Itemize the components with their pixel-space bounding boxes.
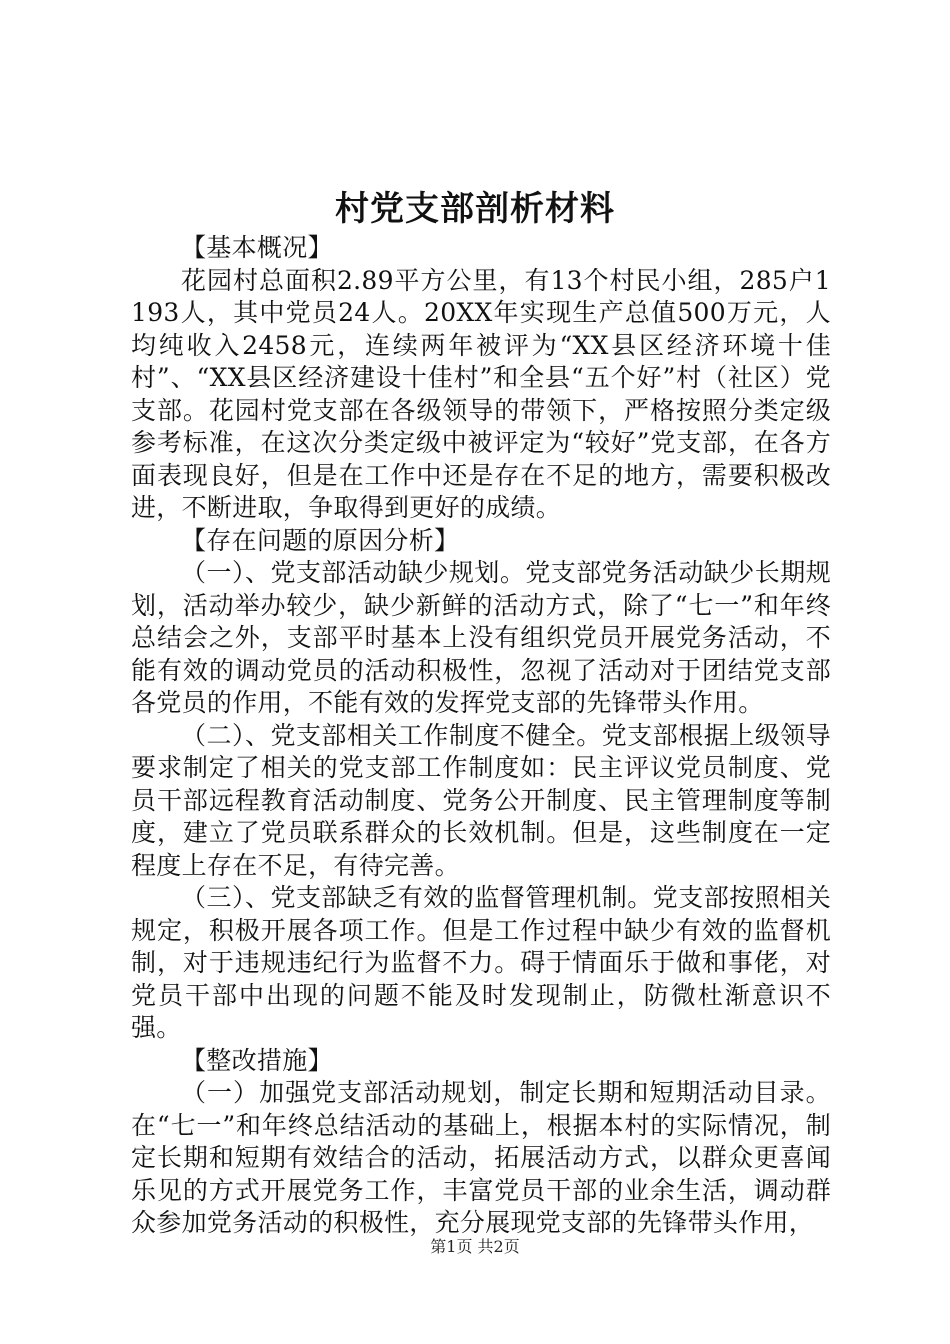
section-heading: 【存在问题的原因分析】: [181, 525, 460, 555]
paragraph: （二）、党支部相关工作制度不健全。党支部根据上级领导要求制定了相关的党支部工作制度如：民主评议党员制度、党员干部远程教育活动制度、党务公开制度、民主管理制度等制度，建立了党员联系群众的长效机制。但是，这些制度在一定程度上存在不足，有待完善。: [131, 720, 831, 880]
section-heading: 【整改措施】: [181, 1045, 333, 1075]
section-rectification-measures: [131, 1045, 831, 1240]
section-problem-analysis: [131, 525, 831, 1045]
paragraph: （一）加强党支部活动规划，制定长期和短期活动目录。在“七一”和年终总结活动的基础上，根据本村的实际情况，制定长期和短期有效结合的活动，拓展活动方式，以群众更喜闻乐见的方式开展党务工作，丰富党员干部的业余生活，调动群众参加党务活动的积极性，充分展现党支部的先锋带头作用，: [131, 1078, 831, 1237]
page-number-footer: 第1页 共2页: [430, 1237, 520, 1256]
paragraph: （一）、党支部活动缺少规划。党支部党务活动缺少长期规划，活动举办较少，缺少新鲜的活动方式，除了“七一”和年终总结会之外，支部平时基本上没有组织党员开展党务活动，不能有效的调动党员的活动积极性，忽视了活动对于团结党支部各党员的作用，不能有效的发挥党支部的先锋带头作用。: [131, 558, 831, 717]
section-heading: 【基本概况】: [181, 233, 333, 262]
section-basic-overview: [131, 232, 831, 525]
document-title: 村党支部剖析材料: [335, 189, 615, 229]
paragraph: 花园村总面积2.89平方公里，有13个村民小组，285户1193人，其中党员24人。20XX年实现生产总值500万元，人均纯收入2458元，连续两年被评为“XX县区经济环境十佳村”、“XX县区经济建设十佳村”和全县“五个好”村（社区）党支部。花园村党支部在各级领导的带领下，严格按照分类定级参考标准，在这次分类定级中被评定为“较好”党支部，在各方面表现良好，但是在工作中还是存在不足的地方，需要积极改进，不断进取，争取得到更好的成绩。: [131, 265, 831, 522]
document-body: [131, 232, 831, 1240]
paragraph: （三）、党支部缺乏有效的监督管理机制。党支部按照相关规定，积极开展各项工作。但是工作过程中缺少有效的监督机制，对于违规违纪行为监督不力。碍于情面乐于做和事佬，对党员干部中出现的问题不能及时发现制止，防微杜渐意识不强。: [131, 883, 831, 1042]
